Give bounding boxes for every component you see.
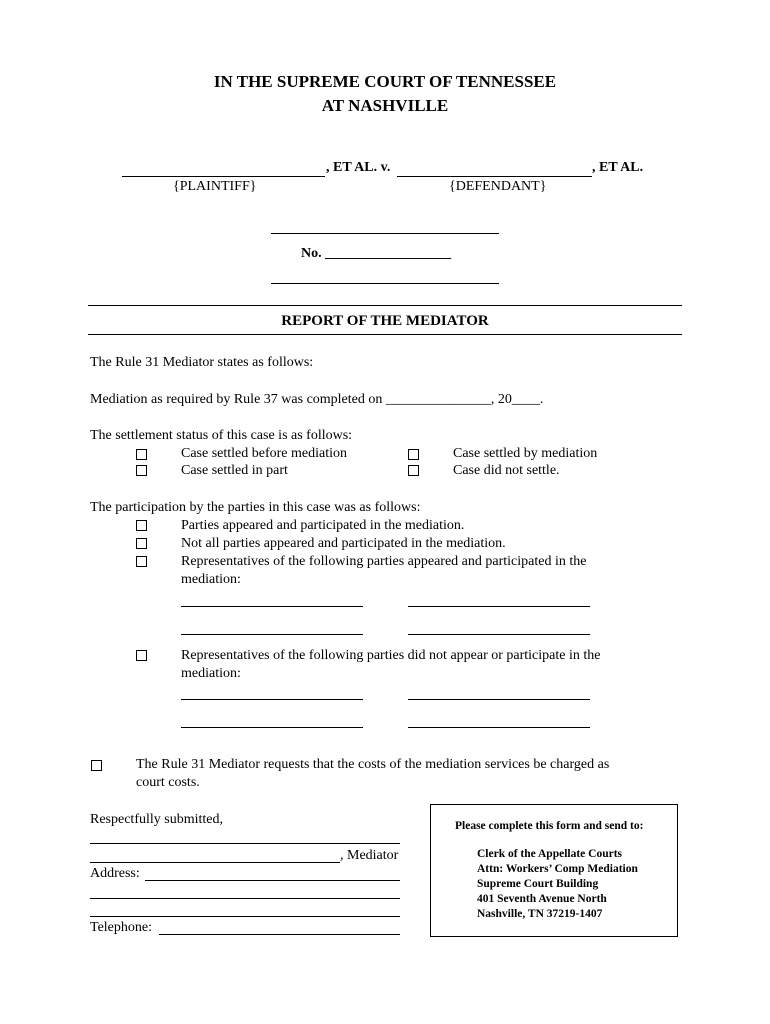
et-al-text: , ET AL. xyxy=(592,160,644,175)
plaintiff-field[interactable] xyxy=(122,176,325,177)
checkbox-not-settled[interactable] xyxy=(408,465,419,476)
party-field[interactable] xyxy=(181,727,363,728)
mediation-completed-text[interactable]: Mediation as required by Rule 37 was completed on _______________, 20____. xyxy=(90,392,544,407)
title-rule-top xyxy=(88,305,682,306)
party-field[interactable] xyxy=(408,727,590,728)
send-to-heading: Please complete this form and send to: xyxy=(455,820,644,832)
party-field[interactable] xyxy=(408,634,590,635)
checkbox-all-parties[interactable] xyxy=(136,520,147,531)
send-to-line: Clerk of the Appellate Courts xyxy=(477,848,623,860)
party-field[interactable] xyxy=(181,699,363,700)
court-heading: IN THE SUPREME COURT OF TENNESSEE xyxy=(213,72,557,91)
checkbox-not-all-parties[interactable] xyxy=(136,538,147,549)
telephone-label: Telephone: xyxy=(90,920,152,935)
address-label: Address: xyxy=(90,866,140,881)
address-field[interactable] xyxy=(90,916,400,917)
checkbox-settled-before[interactable] xyxy=(136,449,147,460)
checkbox-settled-by[interactable] xyxy=(408,449,419,460)
party-field[interactable] xyxy=(181,634,363,635)
title-rule-bottom xyxy=(88,334,682,335)
not-settled-label: Case did not settle. xyxy=(453,463,560,478)
checkbox-costs[interactable] xyxy=(91,760,102,771)
send-to-line: Attn: Workers’ Comp Mediation xyxy=(477,863,638,875)
address-field[interactable] xyxy=(90,898,400,899)
send-to-line: Supreme Court Building xyxy=(477,878,599,890)
defendant-field[interactable] xyxy=(397,176,592,177)
defendant-label: {DEFENDANT} xyxy=(449,179,547,194)
telephone-field[interactable] xyxy=(159,934,400,935)
intro-text: The Rule 31 Mediator states as follows: xyxy=(90,355,314,370)
settled-by-label: Case settled by mediation xyxy=(453,446,598,461)
mediator-name-field[interactable] xyxy=(90,862,340,863)
costs-label-1: The Rule 31 Mediator requests that the costs of the mediation services be charged as xyxy=(136,757,610,772)
reps-not-appeared-label-2: mediation: xyxy=(181,666,241,681)
party-field[interactable] xyxy=(408,699,590,700)
docket-number[interactable]: No. __________________ xyxy=(301,246,452,261)
respectfully-text: Respectfully submitted, xyxy=(90,812,223,827)
reps-not-appeared-label-1: Representatives of the following parties did not appear or participate in the xyxy=(181,648,601,663)
settled-before-label: Case settled before mediation xyxy=(181,446,347,461)
checkbox-reps-not-appeared[interactable] xyxy=(136,650,147,661)
checkbox-reps-appeared[interactable] xyxy=(136,556,147,567)
report-title: REPORT OF THE MEDIATOR xyxy=(281,313,489,329)
caption-rule-top xyxy=(271,233,499,234)
party-field[interactable] xyxy=(181,606,363,607)
reps-appeared-label-2: mediation: xyxy=(181,572,241,587)
address-field[interactable] xyxy=(145,880,400,881)
send-to-line: Nashville, TN 37219-1407 xyxy=(477,908,603,920)
send-to-box xyxy=(430,804,678,937)
caption-rule-bottom xyxy=(271,283,499,284)
all-parties-label: Parties appeared and participated in the mediation. xyxy=(181,518,465,533)
settlement-heading: The settlement status of this case is as follows: xyxy=(90,428,353,443)
checkbox-settled-part[interactable] xyxy=(136,465,147,476)
settled-part-label: Case settled in part xyxy=(181,463,288,478)
plaintiff-label: {PLAINTIFF} xyxy=(173,179,257,194)
reps-appeared-label-1: Representatives of the following parties appeared and participated in the xyxy=(181,554,587,569)
costs-label-2: court costs. xyxy=(136,775,200,790)
court-location: AT NASHVILLE xyxy=(321,96,449,115)
not-all-parties-label: Not all parties appeared and participated in the mediation. xyxy=(181,536,506,551)
party-field[interactable] xyxy=(408,606,590,607)
participation-heading: The participation by the parties in this case was as follows: xyxy=(90,500,421,515)
signature-field[interactable] xyxy=(90,843,400,844)
send-to-line: 401 Seventh Avenue North xyxy=(477,893,607,905)
versus-text: , ET AL. v. xyxy=(326,160,391,175)
mediator-label: , Mediator xyxy=(340,848,399,863)
